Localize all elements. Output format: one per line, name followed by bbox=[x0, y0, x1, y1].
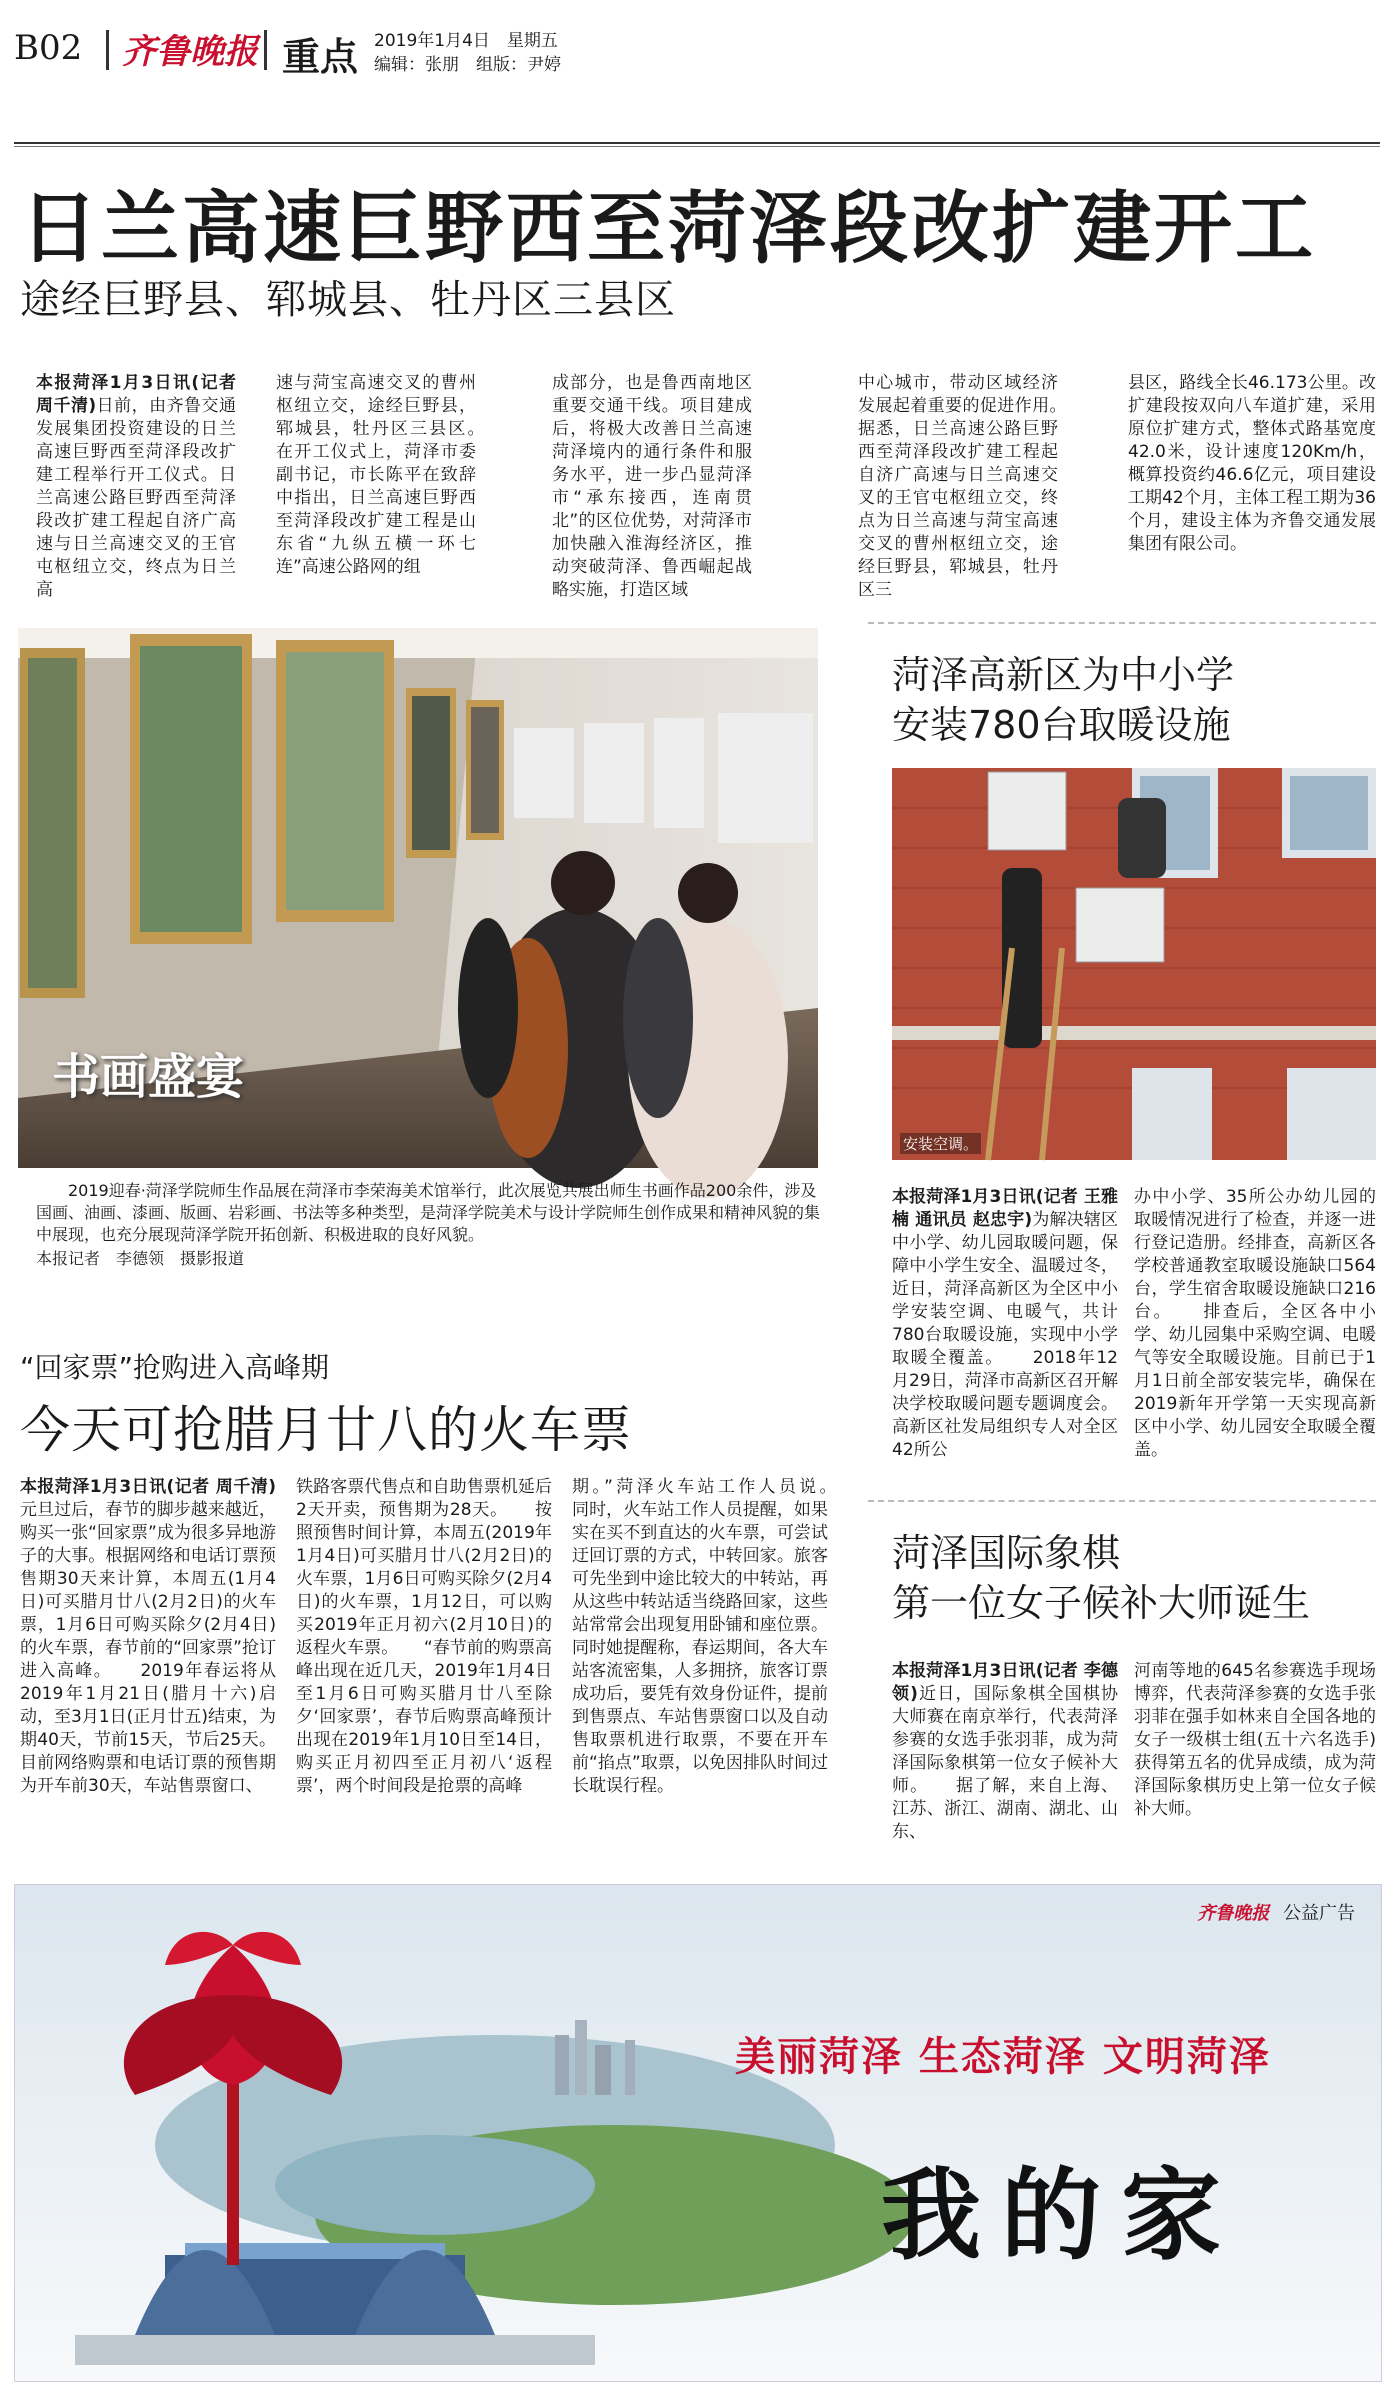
heating-text-2: 办中小学、35所公办幼儿园的取暖情况进行了检查，并逐一进行登记造册。经排查，高新区各学校普通教室取暖设施缺口564台，学生宿舍取暖设施缺口216台。 排查后，全区各中小学、幼儿园集中采购空调、电暖气等安全取暖设施。目前已于1月1日前全部安装完毕，确保在2019新年开学第一天实现高新区中小学、幼儿园安全取暖全覆盖。 bbox=[1134, 1187, 1376, 1460]
page-number: B02 bbox=[14, 28, 83, 68]
lead-column-3 bbox=[552, 372, 752, 600]
lead-text-5: 县区，路线全长46.173公里。改扩建段按双向八车道扩建，采用原位扩建方式，整体式路基宽度42.0米，设计速度120Km/h，概算投资约46.6亿元，项目建设工期42个月，主体工程工期为36个月，建设主体为齐鲁交通发展集团有限公司。 bbox=[1128, 373, 1376, 554]
ad-slogan: 美丽菏泽 生态菏泽 文明菏泽 bbox=[735, 2034, 1271, 2080]
tickets-column-3 bbox=[572, 1476, 862, 1848]
chess-column-1 bbox=[892, 1660, 1118, 1850]
lead-text-1: 日前，由齐鲁交通发展集团投资建设的日兰高速巨野西至菏泽段改扩建工程举行开工仪式。日兰高速公路巨野西至菏泽段改扩建工程起自济广高速与日兰高速交叉的王官屯枢纽立交，终点为日兰高 bbox=[36, 396, 236, 600]
lead-headline: 日兰高速巨野西至菏泽段改扩建开工 bbox=[20, 184, 1317, 274]
photo-tag: 安装空调。 bbox=[900, 1133, 981, 1154]
heating-headline-line-1: 菏泽高新区为中小学 bbox=[892, 653, 1235, 697]
dashed-rule bbox=[868, 1500, 1376, 1502]
chess-headline-line-2: 第一位女子候补大师诞生 bbox=[892, 1581, 1311, 1625]
photo-overlay-title: 书画盛宴 bbox=[52, 1049, 245, 1105]
tickets-headline: 今天可抢腊月廿八的火车票 bbox=[20, 1401, 632, 1459]
issue-date: 2019年1月4日 星期五 bbox=[374, 31, 558, 51]
divider bbox=[264, 30, 267, 70]
lead-text-2: 速与菏宝高速交叉的曹州枢纽立交，途经巨野县，郓城县，牡丹区三县区。 在开工仪式上，菏泽市委副书记，市长陈平在致辞中指出，日兰高速巨野西至菏泽段改扩建工程是山东省“九纵五横一环七连”高速公路网的组 bbox=[276, 373, 510, 577]
heating-photo bbox=[892, 768, 1376, 1160]
public-service-ad bbox=[14, 1884, 1382, 2382]
tickets-text-1: 元旦过后，春节的脚步越来越近，购买一张“回家票”成为很多异地游子的大事。根据网络和电话订票预售期30天来计算，本周五(1月4日)可买腊月廿八(2月2日)的火车票，1月6日可购买除夕(2月4日)的火车票，春节前的“回家票”抢订进入高峰。 2019年春运将从2019年1月21日(腊月十六)启动，至3月1日(正月廿五)结束，为期40天，节前15天，节后25天。目前网络购票和电话订票的预售期为开车前30天，车站售票窗口、 bbox=[20, 1500, 276, 1796]
rule bbox=[14, 146, 1380, 147]
tickets-text-3: 期。”菏泽火车站工作人员说。 同时，火车站工作人员提醒，如果实在买不到直达的火车票，可尝试迂回订票的方式，中转回家。旅客可先坐到中途比较大的中转站，再从这些中转站适当绕路回家，这些站常常会出现复用卧铺和座位票。同时她提醒称，春运期间，各大车站客流密集，人多拥挤，旅客订票成功后，要凭有效身份证件，提前到售票点、车站售票窗口以及自动售取票机进行取票，不要在开车前“掐点”取票，以免因排队时间过长耽误行程。 bbox=[572, 1477, 862, 1796]
ad-header bbox=[1197, 1899, 1355, 1925]
chess-headline bbox=[892, 1528, 1376, 1628]
tickets-byline: 本报菏泽1月3日讯(记者 周千清) bbox=[20, 1477, 276, 1497]
lead-column-5 bbox=[1128, 372, 1376, 562]
lead-column-2 bbox=[276, 372, 510, 577]
chess-headline-line-1: 菏泽国际象棋 bbox=[892, 1531, 1121, 1575]
lead-column-4 bbox=[858, 372, 1092, 600]
divider bbox=[106, 30, 109, 70]
chess-text-2: 河南等地的645名参赛选手现场博弈，代表菏泽参赛的女选手张羽菲在强手如林来自全国各地的女子一级棋士组(五十六名选手)获得第五名的优异成绩，成为菏泽国际象棋历史上第一位女子候补大师。 bbox=[1134, 1661, 1376, 1819]
chess-column-2 bbox=[1134, 1660, 1376, 1850]
lead-subhead: 途经巨野县、郓城县、牡丹区三县区 bbox=[20, 277, 676, 323]
gallery-caption bbox=[36, 1180, 820, 1270]
photo-credit: 本报记者 李德领 摄影报道 bbox=[36, 1249, 245, 1268]
dashed-rule bbox=[868, 622, 1376, 624]
heating-text-1: 为解决辖区中小学、幼儿园取暖问题，保障中小学生安全、温暖过冬，近日，菏泽高新区为全区中小学安装空调、电暖气，共计780台取暖设施，实现中小学取暖全覆盖。 2018年12月29日，菏泽市高新区召开解决学校取暖问题专题调度会。高新区社发局组织专人对全区42所公 bbox=[892, 1210, 1119, 1460]
lead-text-4: 中心城市，带动区域经济发展起着重要的促进作用。 据悉，日兰高速公路巨野西至菏泽段改扩建工程起自济广高速与日兰高速交叉的王官屯枢纽立交，终点为日兰高速与菏宝高速交叉的曹州枢纽立交，途经巨野县，郓城县，牡丹区三 bbox=[858, 373, 1092, 600]
caption-text: 2019迎春·菏泽学院师生作品展在菏泽市李荣海美术馆举行，此次展览共展出师生书画作品200余件，涉及国画、油画、漆画、版画、岩彩画、书法等多种类型，是菏泽学院美术与设计学院师生创作成果和精神风貌的集中展现，也充分展现菏泽学院开拓创新、积极进取的良好风貌。 bbox=[36, 1181, 821, 1244]
newspaper-logo: 齐鲁晚报 bbox=[122, 32, 258, 72]
rule bbox=[14, 142, 1380, 144]
heating-column-1 bbox=[892, 1186, 1118, 1476]
ad-illustration bbox=[15, 1885, 1381, 2381]
heating-scene bbox=[892, 768, 1376, 1160]
lead-text-3: 成部分，也是鲁西南地区重要交通干线。项目建成后，将极大改善日兰高速菏泽境内的通行条件和服务水平，进一步凸显菏泽市“承东接西，连南贯北”的区位优势，对菏泽市加快融入淮海经济区，推动突破菏泽、鲁西崛起战略实施，打造区域 bbox=[552, 373, 752, 600]
lead-byline: 本报菏泽1月3日讯(记者 周千清) bbox=[36, 373, 236, 416]
lead-column-1 bbox=[36, 372, 236, 600]
tickets-kicker: “回家票”抢购进入高峰期 bbox=[20, 1351, 330, 1384]
tickets-column-1 bbox=[20, 1476, 276, 1848]
ad-brand: 齐鲁晚报 bbox=[1197, 1903, 1270, 1924]
heating-column-2 bbox=[1134, 1186, 1376, 1476]
chess-text-1: 近日，国际象棋全国棋协大师赛在南京举行，代表菏泽参赛的女选手张羽菲，成为菏泽国际象棋第一位女子候补大师。 据了解，来自上海、江苏、浙江、湖南、湖北、山东、 bbox=[892, 1684, 1119, 1842]
heating-byline: 本报菏泽1月3日讯(记者 王雅楠 通讯员 赵忠宇) bbox=[892, 1187, 1118, 1230]
tickets-column-2 bbox=[296, 1476, 552, 1848]
editor-credits: 编辑：张朋 组版：尹婷 bbox=[374, 55, 561, 75]
ad-calligraphy: 我的家 bbox=[881, 2156, 1241, 2274]
section-title: 重点 bbox=[282, 35, 359, 79]
masthead bbox=[14, 18, 1380, 79]
chess-byline: 本报菏泽1月3日讯(记者 李德领) bbox=[892, 1661, 1118, 1704]
gallery-photo bbox=[18, 628, 818, 1168]
heating-headline bbox=[892, 650, 1372, 750]
ad-tag: 公益广告 bbox=[1283, 1903, 1355, 1924]
tickets-text-2: 铁路客票代售点和自助售票机延后2天开卖，预售期为28天。 按照预售时间计算，本周五(2019年1月4日)可买腊月廿八(2月2日)的火车票，1月6日可购买除夕(2月4日)的火车票，1月12日，可以购买2019年正月初六(2月10日)的返程火车票。 “春节前的购票高峰出现在近几天，2019年1月4日至1月6日可购买腊月廿八至除夕‘回家票’，春节后购票高峰预计出现在2019年1月10日至14日，购买正月初四至正月初八‘返程票’，两个时间段是抢票的高峰 bbox=[296, 1477, 552, 1796]
heating-headline-line-2: 安装780台取暖设施 bbox=[892, 703, 1231, 747]
